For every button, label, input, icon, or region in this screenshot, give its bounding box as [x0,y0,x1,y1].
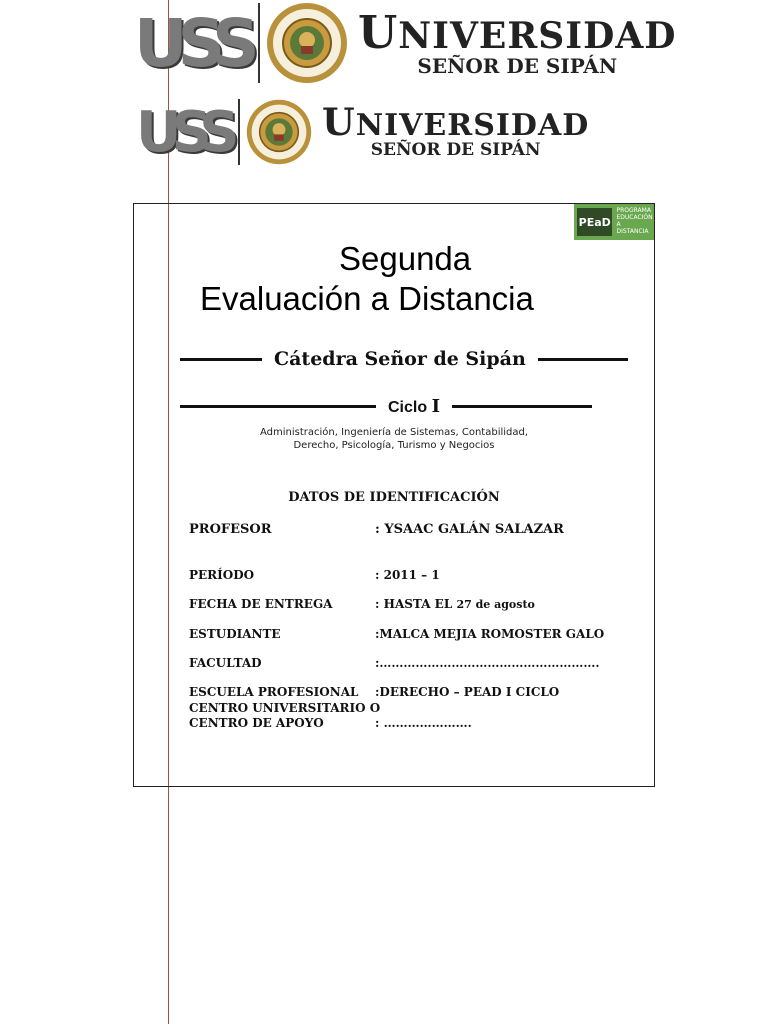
university-name-line1: UNIVERSIDAD [358,5,677,59]
centro-value: : …………………. [375,716,472,730]
university-name-line1: UNIVERSIDAD [322,99,590,144]
facultad-value: :………………………………………………. [375,656,600,670]
university-seal-icon [266,2,348,84]
cover-page-box [133,203,655,787]
university-name-line2: SEÑOR DE SIPÁN [370,140,541,161]
ciclo-heading [180,396,592,417]
uss-logo-mark: USS [136,99,230,165]
estudiante-label: ESTUDIANTE [189,627,281,641]
fecha-entrega-label: FECHA DE ENTREGA [189,597,333,611]
escuela-label: ESCUELA PROFESIONAL [189,685,359,699]
university-name-line2: SEÑOR DE SIPÁN [417,53,618,78]
pead-badge-text: PROGRAMA EDUCACIÓN A DISTANCIA [616,207,653,235]
centro-label-line1: CENTRO UNIVERSITARIO O [189,701,381,715]
document-title-line2: Evaluación a Distancia [200,280,534,317]
heading-rule-right [538,358,628,361]
logo-divider [238,99,240,165]
heading-rule-left [180,405,376,408]
periodo-value: : 2011 – 1 [375,568,440,582]
university-seal-icon [246,99,312,165]
careers-list: Administración, Ingeniería de Sistemas, Contabilidad, Derecho, Psicología, Turismo y Negocios [259,427,529,451]
catedra-title: Cátedra Señor de Sipán [274,348,526,370]
estudiante-value: :MALCA MEJIA ROMOSTER GALO [375,627,605,641]
heading-rule-right [452,405,592,408]
university-name [322,99,590,161]
facultad-label: FACULTAD [189,656,262,670]
logo-divider [258,3,260,83]
heading-rule-left [180,358,262,361]
pead-badge [574,204,654,240]
university-name [358,5,677,78]
fecha-entrega-value: : HASTA EL 27 de agosto [375,597,535,611]
document-title-line1: Segunda [339,240,472,277]
university-logo-large [134,0,677,86]
profesor-label: PROFESOR [189,522,272,537]
profesor-value: : YSAAC GALÁN SALAZAR [375,522,564,537]
escuela-value: :DERECHO – PEAD I CICLO [375,685,560,699]
pead-logo: PEaD [577,208,612,236]
centro-label-line2: CENTRO DE APOYO [189,716,324,730]
periodo-label: PERÍODO [189,568,255,582]
university-logo-small [136,96,589,168]
ciclo-title: Ciclo I [388,396,440,417]
identification-heading: DATOS DE IDENTIFICACIÓN [288,490,500,505]
uss-logo-mark: USS [134,4,250,82]
catedra-heading [180,348,628,370]
